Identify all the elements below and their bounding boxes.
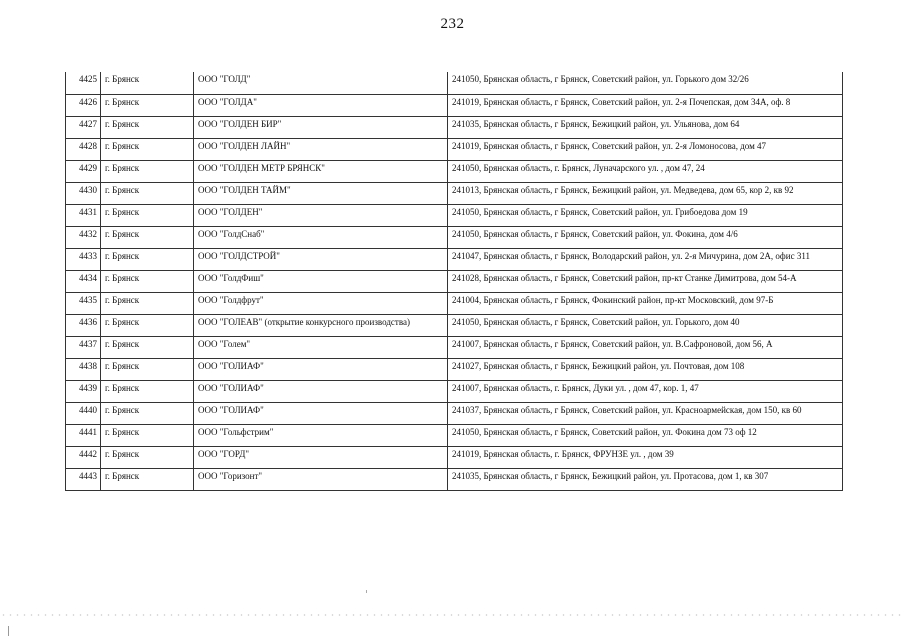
row-number: 4438 [66,358,101,380]
row-city: г. Брянск [101,402,194,424]
row-organization: ООО "ГолдСнаб" [194,226,448,248]
table-row [66,116,843,138]
row-city: г. Брянск [101,248,194,270]
row-organization: ООО "ГОЛЕАВ" (открытие конкурсного производства) [194,314,448,336]
row-city: г. Брянск [101,380,194,402]
row-organization: ООО "ГолдФиш" [194,270,448,292]
row-city: г. Брянск [101,336,194,358]
row-address: 241007, Брянская область, г. Брянск, Дуки ул. , дом 47, кор. 1, 47 [448,380,843,402]
row-address: 241050, Брянская область, г Брянск, Советский район, ул. Горького, дом 40 [448,314,843,336]
row-number: 4433 [66,248,101,270]
row-organization: ООО "ГОЛДЕН ЛАЙН" [194,138,448,160]
row-address: 241050, Брянская область, г Брянск, Советский район, ул. Фокина, дом 4/6 [448,226,843,248]
row-city: г. Брянск [101,160,194,182]
row-address: 241037, Брянская область, г Брянск, Советский район, ул. Красноармейская, дом 150, кв 60 [448,402,843,424]
table-row [66,314,843,336]
row-city: г. Брянск [101,314,194,336]
row-number: 4442 [66,446,101,468]
row-city: г. Брянск [101,358,194,380]
scan-mark [366,590,367,593]
table-row [66,248,843,270]
row-address: 241019, Брянская область, г Брянск, Советский район, ул. 2-я Почепская, дом 34А, оф. 8 [448,94,843,116]
row-address: 241019, Брянская область, г. Брянск, ФРУНЗЕ ул. , дом 39 [448,446,843,468]
row-number: 4437 [66,336,101,358]
row-city: г. Брянск [101,204,194,226]
row-address: 241050, Брянская область, г Брянск, Советский район, ул. Горького дом 32/26 [448,72,843,94]
table-row [66,336,843,358]
row-address: 241047, Брянская область, г Брянск, Володарский район, ул. 2-я Мичурина, дом 2А, офис 311 [448,248,843,270]
table-row [66,270,843,292]
row-address: 241035, Брянская область, г Брянск, Бежицкий район, ул. Протасова, дом 1, кв 307 [448,468,843,490]
row-number: 4436 [66,314,101,336]
row-city: г. Брянск [101,138,194,160]
row-organization: ООО "ГОЛИАФ" [194,380,448,402]
table-row [66,72,843,94]
row-number: 4441 [66,424,101,446]
row-address: 241004, Брянская область, г Брянск, Фокинский район, пр-кт Московский, дом 97-Б [448,292,843,314]
row-address: 241050, Брянская область, г. Брянск, Луначарского ул. , дом 47, 24 [448,160,843,182]
row-city: г. Брянск [101,226,194,248]
row-address: 241027, Брянская область, г Брянск, Бежицкий район, ул. Почтовая, дом 108 [448,358,843,380]
row-number: 4432 [66,226,101,248]
row-number: 4431 [66,204,101,226]
row-organization: ООО "ГОЛИАФ" [194,358,448,380]
row-organization: ООО "Гольфстрим" [194,424,448,446]
row-city: г. Брянск [101,270,194,292]
table-row [66,424,843,446]
registry-table [65,72,843,491]
row-organization: ООО "ГОРД" [194,446,448,468]
row-organization: ООО "ГОЛИАФ" [194,402,448,424]
row-address: 241019, Брянская область, г Брянск, Советский район, ул. 2-я Ломоносова, дом 47 [448,138,843,160]
row-city: г. Брянск [101,292,194,314]
row-organization: ООО "Горизонт" [194,468,448,490]
table-row [66,292,843,314]
row-city: г. Брянск [101,468,194,490]
row-city: г. Брянск [101,446,194,468]
table-row [66,204,843,226]
row-organization: ООО "ГОЛДЕН МЕТР БРЯНСК" [194,160,448,182]
table-row [66,182,843,204]
row-organization: ООО "ГОЛД" [194,72,448,94]
row-number: 4443 [66,468,101,490]
registry-table-body [66,72,843,490]
row-number: 4425 [66,72,101,94]
row-organization: ООО "Голем" [194,336,448,358]
table-row [66,160,843,182]
table-row [66,446,843,468]
table-row [66,94,843,116]
row-city: г. Брянск [101,116,194,138]
row-organization: ООО "ГОЛДЕН БИР" [194,116,448,138]
row-address: 241007, Брянская область, г Брянск, Советский район, ул. В.Сафроновой, дом 56, А [448,336,843,358]
row-number: 4429 [66,160,101,182]
row-address: 241050, Брянская область, г Брянск, Советский район, ул. Грибоедова дом 19 [448,204,843,226]
row-number: 4434 [66,270,101,292]
scan-noise-line [0,613,905,617]
table-row [66,402,843,424]
table-row [66,358,843,380]
margin-mark [8,626,9,636]
row-organization: ООО "ГОЛДЕН ТАЙМ" [194,182,448,204]
table-row [66,380,843,402]
table-row [66,226,843,248]
row-number: 4426 [66,94,101,116]
row-address: 241013, Брянская область, г Брянск, Бежицкий район, ул. Медведева, дом 65, кор 2, кв 92 [448,182,843,204]
row-number: 4440 [66,402,101,424]
row-organization: ООО "Голдфрут" [194,292,448,314]
row-city: г. Брянск [101,94,194,116]
row-city: г. Брянск [101,424,194,446]
row-organization: ООО "ГОЛДЕН" [194,204,448,226]
row-address: 241035, Брянская область, г Брянск, Бежицкий район, ул. Ульянова, дом 64 [448,116,843,138]
table-row [66,138,843,160]
row-number: 4428 [66,138,101,160]
row-organization: ООО "ГОЛДА" [194,94,448,116]
row-address: 241050, Брянская область, г Брянск, Советский район, ул. Фокина дом 73 оф 12 [448,424,843,446]
row-number: 4427 [66,116,101,138]
table-row [66,468,843,490]
row-organization: ООО "ГОЛДСТРОЙ" [194,248,448,270]
row-address: 241028, Брянская область, г Брянск, Советский район, пр-кт Станке Димитрова, дом 54-А [448,270,843,292]
row-number: 4430 [66,182,101,204]
row-number: 4435 [66,292,101,314]
row-number: 4439 [66,380,101,402]
page-number: 232 [440,16,465,32]
row-city: г. Брянск [101,72,194,94]
row-city: г. Брянск [101,182,194,204]
